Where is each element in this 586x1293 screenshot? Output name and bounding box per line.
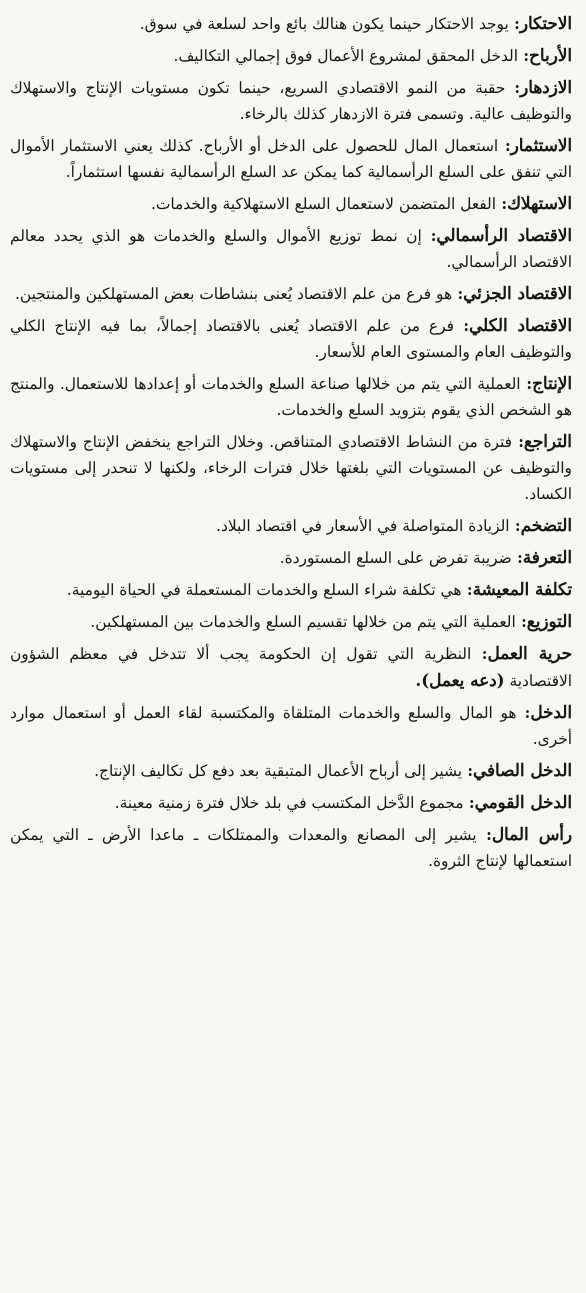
glossary-definition-emphasis: (دعه يعمل). (415, 670, 505, 690)
glossary-definition: الفعل المتضمن لاستعمال السلع الاستهلاكية والخدمات. (150, 195, 497, 213)
glossary-entry (10, 74, 572, 127)
term-separator: : (461, 581, 473, 599)
glossary-entry (10, 222, 572, 275)
glossary-definition: ضريبة تفرض على السلع المستوردة. (279, 549, 512, 567)
glossary-term: حرية العمل (487, 643, 572, 663)
glossary-entry (10, 370, 572, 423)
term-separator: : (461, 762, 474, 780)
glossary-definition: يشير إلى أرباح الأعمال المتبقية بعد دفع كل تكاليف الإنتاج. (94, 762, 462, 780)
glossary-term: رأس المال (491, 824, 572, 844)
glossary-definition: هو المال والسلع والخدمات المتلقاة والمكتسبة لقاء العمل أو استعمال موارد أخرى. (10, 704, 572, 748)
term-separator: : (463, 794, 475, 812)
glossary-definition: هي تكلفة شراء السلع والخدمات المستعملة في الحياة اليومية. (66, 581, 462, 599)
glossary-term: الأرباح (529, 45, 572, 65)
glossary-term: الدخل القومي (474, 792, 572, 812)
glossary-term: الاقتصاد الجزئي (463, 283, 572, 303)
term-separator: : (512, 433, 524, 451)
glossary-definition: إن نمط توزيع الأموال والسلع والخدمات هو الذي يحدد معالم الاقتصاد الرأسمالي. (10, 227, 572, 271)
glossary-term: التوزيع (526, 611, 572, 631)
glossary-entry (10, 190, 572, 217)
term-separator: : (511, 549, 523, 567)
glossary-definition: العملية التي يتم من خلالها صناعة السلع والخدمات أو إعدادها للاستعمال. والمنتج هو الشخص الذي يقوم بتزويد السلع والخدمات. (10, 375, 572, 419)
glossary-entry (10, 132, 572, 185)
glossary-definition: استعمال المال للحصول على الدخل أو الأرباح. كذلك يعني الاستثمار الأموال التي تنفق على السلع الرأسمالية كما يمكن عد السلع الرأسمالية نفسها استثماراً. (10, 137, 572, 181)
glossary-list (10, 10, 572, 874)
term-separator: : (453, 317, 470, 335)
glossary-definition: فترة من النشاط الاقتصادي المتناقص. وخلال التراجع ينخفض الإنتاج والاستهلاك والتوظيف عن المستويات التي بلغتها خلال فترات الرخاء، ولكنها لا تنحدر إلى مستويات الكساد. (10, 433, 572, 503)
term-separator: : (509, 517, 521, 535)
glossary-definition: الدخل المحقق لمشروع الأعمال فوق إجمالي التكاليف. (173, 47, 518, 65)
glossary-definition: الزيادة المتواصلة في الأسعار في اقتصاد البلاد. (216, 517, 510, 535)
glossary-definition: فرع من علم الاقتصاد يُعنى بالاقتصاد إجمالاً، بما فيه الإنتاج الكلي والتوظيف العام والمستوى العام للأسعار. (10, 317, 572, 361)
term-separator: : (518, 47, 530, 65)
glossary-entry (10, 699, 572, 752)
glossary-entry (10, 10, 572, 37)
glossary-term: التراجع (523, 431, 572, 451)
glossary-term: الاستهلاك (507, 193, 572, 213)
term-separator: : (516, 704, 531, 722)
glossary-term: الاستثمار (510, 135, 572, 155)
glossary-entry (10, 280, 572, 307)
glossary-entry (10, 428, 572, 507)
glossary-definition: حقبة من النمو الاقتصادي السريع، حينما تكون مستويات الإنتاج والاستهلاك والتوظيف عالية. وتسمى فترة الازدهار كذلك بالرخاء. (10, 79, 572, 123)
term-separator: : (421, 227, 437, 245)
glossary-term: الاحتكار (519, 13, 572, 33)
term-separator: : (508, 15, 520, 33)
glossary-term: الاقتصاد الكلي (469, 315, 572, 335)
glossary-term: الاقتصاد الرأسمالي (436, 225, 572, 245)
term-separator: : (452, 285, 464, 303)
glossary-entry (10, 42, 572, 69)
glossary-term: الازدهار (520, 77, 572, 97)
glossary-entry (10, 789, 572, 816)
term-separator: : (476, 826, 492, 844)
glossary-entry (10, 576, 572, 603)
glossary-entry (10, 640, 572, 694)
term-separator: : (498, 137, 511, 155)
glossary-definition: يوجد الاحتكار حينما يكون هنالك بائع واحد لسلعة في سوق. (139, 15, 509, 33)
glossary-term: التضخم (520, 515, 572, 535)
term-separator: : (496, 195, 508, 213)
term-separator: : (505, 79, 521, 97)
glossary-entry (10, 512, 572, 539)
glossary-entry (10, 757, 572, 784)
glossary-term: تكلفة المعيشة (472, 579, 572, 599)
term-separator: : (515, 613, 527, 631)
glossary-term: الدخل الصافي (473, 760, 572, 780)
glossary-definition: مجموع الدَّخل المكتسب في بلد خلال فترة زمنية معينة. (114, 794, 464, 812)
glossary-definition: النظرية التي تقول إن الحكومة يجب ألا تتدخل في معظم الشؤون الاقتصادية (10, 645, 572, 690)
glossary-term: التعرفة (522, 547, 572, 567)
term-separator: : (471, 645, 488, 663)
glossary-entry (10, 544, 572, 571)
glossary-definition: هو فرع من علم الاقتصاد يُعنى بنشاطات بعض المستهلكين والمنتجين. (14, 285, 453, 303)
glossary-entry (10, 821, 572, 874)
glossary-entry (10, 608, 572, 635)
glossary-term: الدخل (530, 702, 572, 722)
term-separator: : (520, 375, 533, 393)
glossary-term: الإنتاج (532, 373, 573, 393)
glossary-definition: العملية التي يتم من خلالها تقسيم السلع والخدمات بين المستهلكين. (90, 613, 516, 631)
glossary-definition: يشير إلى المصانع والمعدات والممتلكات ـ ماعدا الأرض ـ التي يمكن استعمالها لإنتاج الثروة. (10, 826, 572, 870)
glossary-entry (10, 312, 572, 365)
